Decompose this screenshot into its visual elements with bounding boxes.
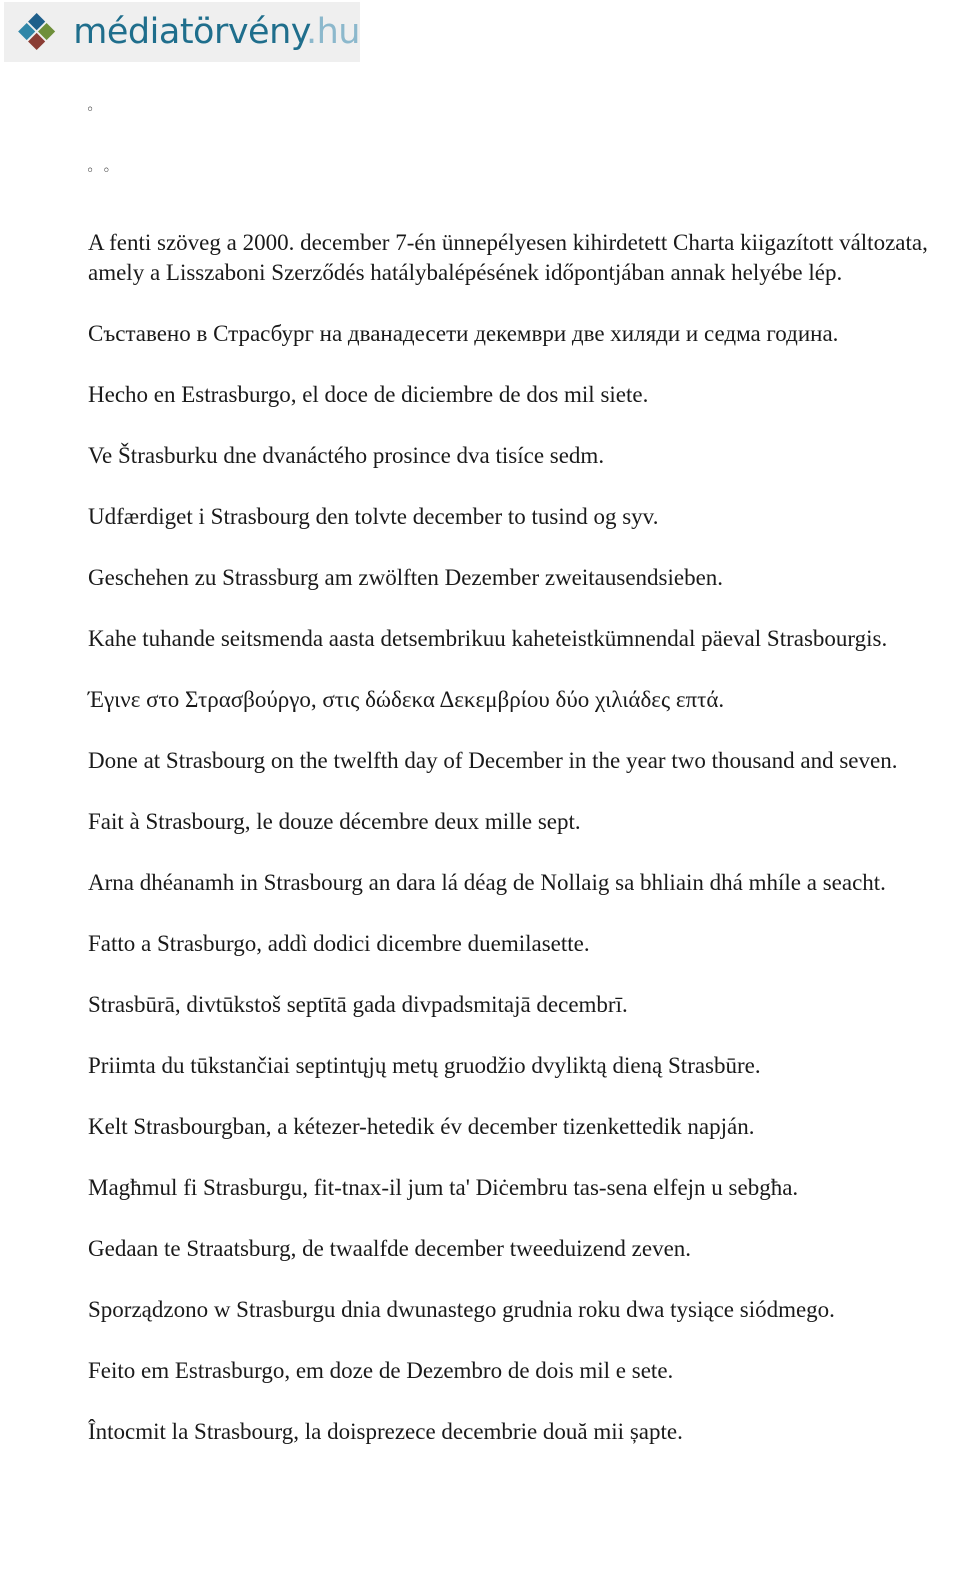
paragraph-ro: Întocmit la Strasbourg, la doisprezece decembrie două mii șapte. <box>88 1419 683 1444</box>
paragraph-el: Έγινε στο Στρασβούργο, στις δώδεκα Δεκεμβρίου δύο χιλιάδες επτά. <box>88 687 725 712</box>
bullet-row-1 <box>86 102 102 118</box>
paragraph-fr: Fait à Strasbourg, le douze décembre deux mille sept. <box>88 809 581 834</box>
logo-wordmark <box>73 12 360 52</box>
paragraph-lv: Strasbūrā, divtūkstoš septītā gada divpadsmitajā decembrī. <box>88 992 628 1017</box>
bullet: ◦ <box>102 163 111 179</box>
paragraph-es: Hecho en Estrasburgo, el doce de diciembre de dos mil siete. <box>88 382 649 407</box>
paragraph-pt: Feito em Estrasburgo, em doze de Dezembro de dois mil e sete. <box>88 1358 674 1383</box>
logo-name: médiatörvény <box>73 12 306 52</box>
paragraph-cs: Ve Štrasburku dne dvanáctého prosince dva tisíce sedm. <box>88 443 605 468</box>
bullet-row-2 <box>86 163 119 179</box>
site-logo[interactable] <box>4 2 360 62</box>
paragraph-lt: Priimta du tūkstančiai septintųjų metų gruodžio dvyliktą dieną Strasbūre. <box>88 1053 761 1078</box>
logo-tld: .hu <box>306 12 360 52</box>
paragraph-pl: Sporządzono w Strasburgu dnia dwunastego grudnia roku dwa tysiące siódmego. <box>88 1297 835 1322</box>
paragraph-ga: Arna dhéanamh in Strasbourg an dara lá déag de Nollaig sa bhliain dhá mhíle a seacht. <box>88 870 886 895</box>
paragraph-note: A fenti szöveg a 2000. december 7-én ünnepélyesen kihirdetett Charta kiigazított változata, amely a Lisszaboni Szerződés hatálybalépésének időpontjában annak helyébe lép. <box>88 230 928 285</box>
paragraph-hu: Kelt Strasbourgban, a kétezer-hetedik év december tizenkettedik napján. <box>88 1114 755 1139</box>
paragraph-en: Done at Strasbourg on the twelfth day of December in the year two thousand and seven. <box>88 748 898 773</box>
paragraph-de: Geschehen zu Strassburg am zwölften Dezember zweitausendsieben. <box>88 565 724 590</box>
bullet: ◦ <box>86 163 95 179</box>
paragraph-nl: Gedaan te Straatsburg, de twaalfde december tweeduizend zeven. <box>88 1236 692 1261</box>
paragraph-et: Kahe tuhande seitsmenda aasta detsembrikuu kaheteistkümnendal päeval Strasbourgis. <box>88 626 888 651</box>
paragraph-it: Fatto a Strasburgo, addì dodici dicembre duemilasette. <box>88 931 590 956</box>
bullet: ◦ <box>86 102 95 118</box>
document-body <box>88 228 948 1478</box>
paragraph-mt: Magħmul fi Strasburgu, fit-tnax-il jum ta' Diċembru tas-sena elfejn u sebgħa. <box>88 1175 799 1200</box>
paragraph-bg: Съставено в Страсбург на дванадесети декември две хиляди и седма година. <box>88 321 839 346</box>
paragraph-da: Udfærdiget i Strasbourg den tolvte december to tusind og syv. <box>88 504 659 529</box>
logo-diamonds-icon <box>6 2 67 62</box>
